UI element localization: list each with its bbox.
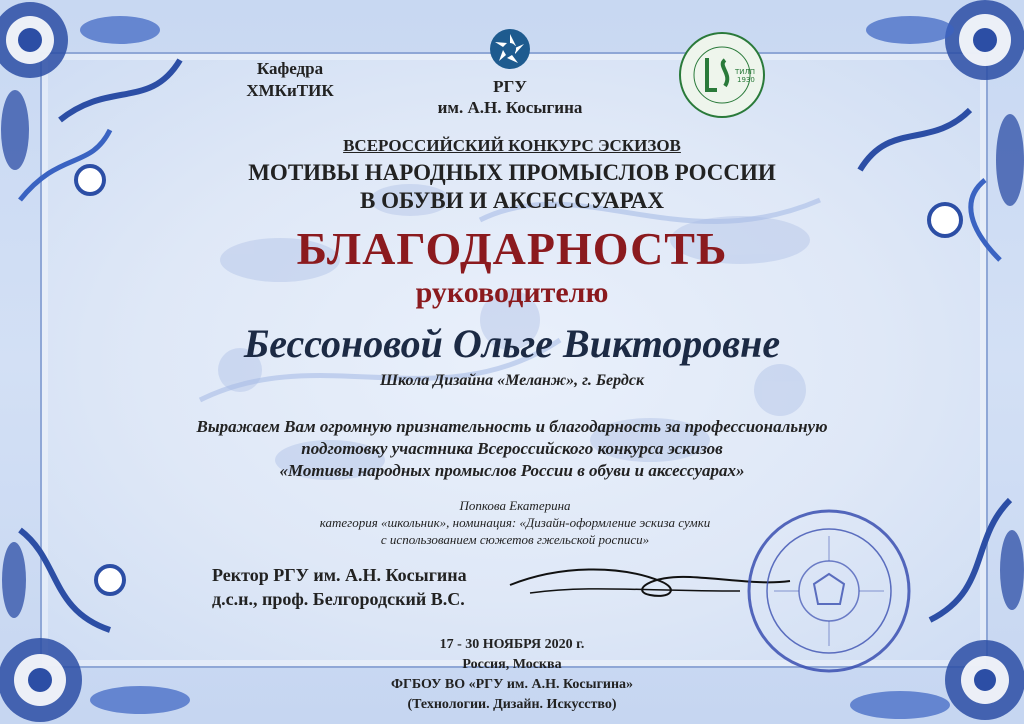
contest-line2: МОТИВЫ НАРОДНЫХ ПРОМЫСЛОВ РОССИИ <box>248 160 776 185</box>
page-subtitle: руководителю <box>415 276 609 309</box>
school-name: Школа Дизайна «Меланж», г. Бердск <box>379 372 645 389</box>
page-title: БЛАГОДАРНОСТЬ <box>296 223 728 274</box>
department-line2: ХМКиТИК <box>246 81 334 100</box>
institute-logo-icon <box>677 30 767 120</box>
university-label <box>420 76 600 118</box>
contest-line3: В ОБУВИ И АКСЕССУАРАХ <box>360 188 664 213</box>
footer-tagline: (Технологии. Дизайн. Искусство) <box>407 697 617 712</box>
department-line1: Кафедра <box>256 59 324 78</box>
participant-category-line1: категория «школьник», номинация: «Дизайн-оформление эскиза сумки <box>319 515 711 530</box>
footer-dates: 17 - 30 НОЯБРЯ 2020 г. <box>439 637 585 652</box>
signatory-line1: Ректор РГУ им. А.Н. Косыгина <box>212 565 467 585</box>
participant-name: Попкова Екатерина <box>459 498 571 513</box>
svg-text:ТИЛП: ТИЛП <box>735 68 756 76</box>
official-seal <box>744 506 914 676</box>
thanks-message <box>112 416 912 482</box>
message-line3: «Мотивы народных промыслов России в обуви и аксессуарах» <box>279 461 745 480</box>
message-line2: подготовку участника Всероссийского конкурса эскизов <box>301 439 723 458</box>
recipient-name: Бессоновой Ольге Викторовне <box>243 321 781 366</box>
footer-place: Россия, Москва <box>462 657 562 672</box>
svg-text:1930: 1930 <box>737 76 755 84</box>
university-line1: РГУ <box>493 77 527 96</box>
footer-org: ФГБОУ ВО «РГУ им. А.Н. Косыгина» <box>390 677 634 692</box>
signatory-line2: д.с.н., проф. Белгородский В.С. <box>212 589 465 609</box>
signatory-block <box>212 563 542 611</box>
participant-block <box>200 497 830 548</box>
contest-line1: ВСЕРОССИЙСКИЙ КОНКУРС ЭСКИЗОВ <box>343 136 681 155</box>
university-logo-icon <box>485 26 535 72</box>
footer-block <box>312 635 712 715</box>
participant-category-line2: с использованием сюжетов гжельской росписи» <box>380 532 650 547</box>
message-line1: Выражаем Вам огромную признательность и благодарность за профессиональную <box>196 417 828 436</box>
department-label <box>220 58 360 102</box>
university-line2: им. А.Н. Косыгина <box>437 98 583 117</box>
